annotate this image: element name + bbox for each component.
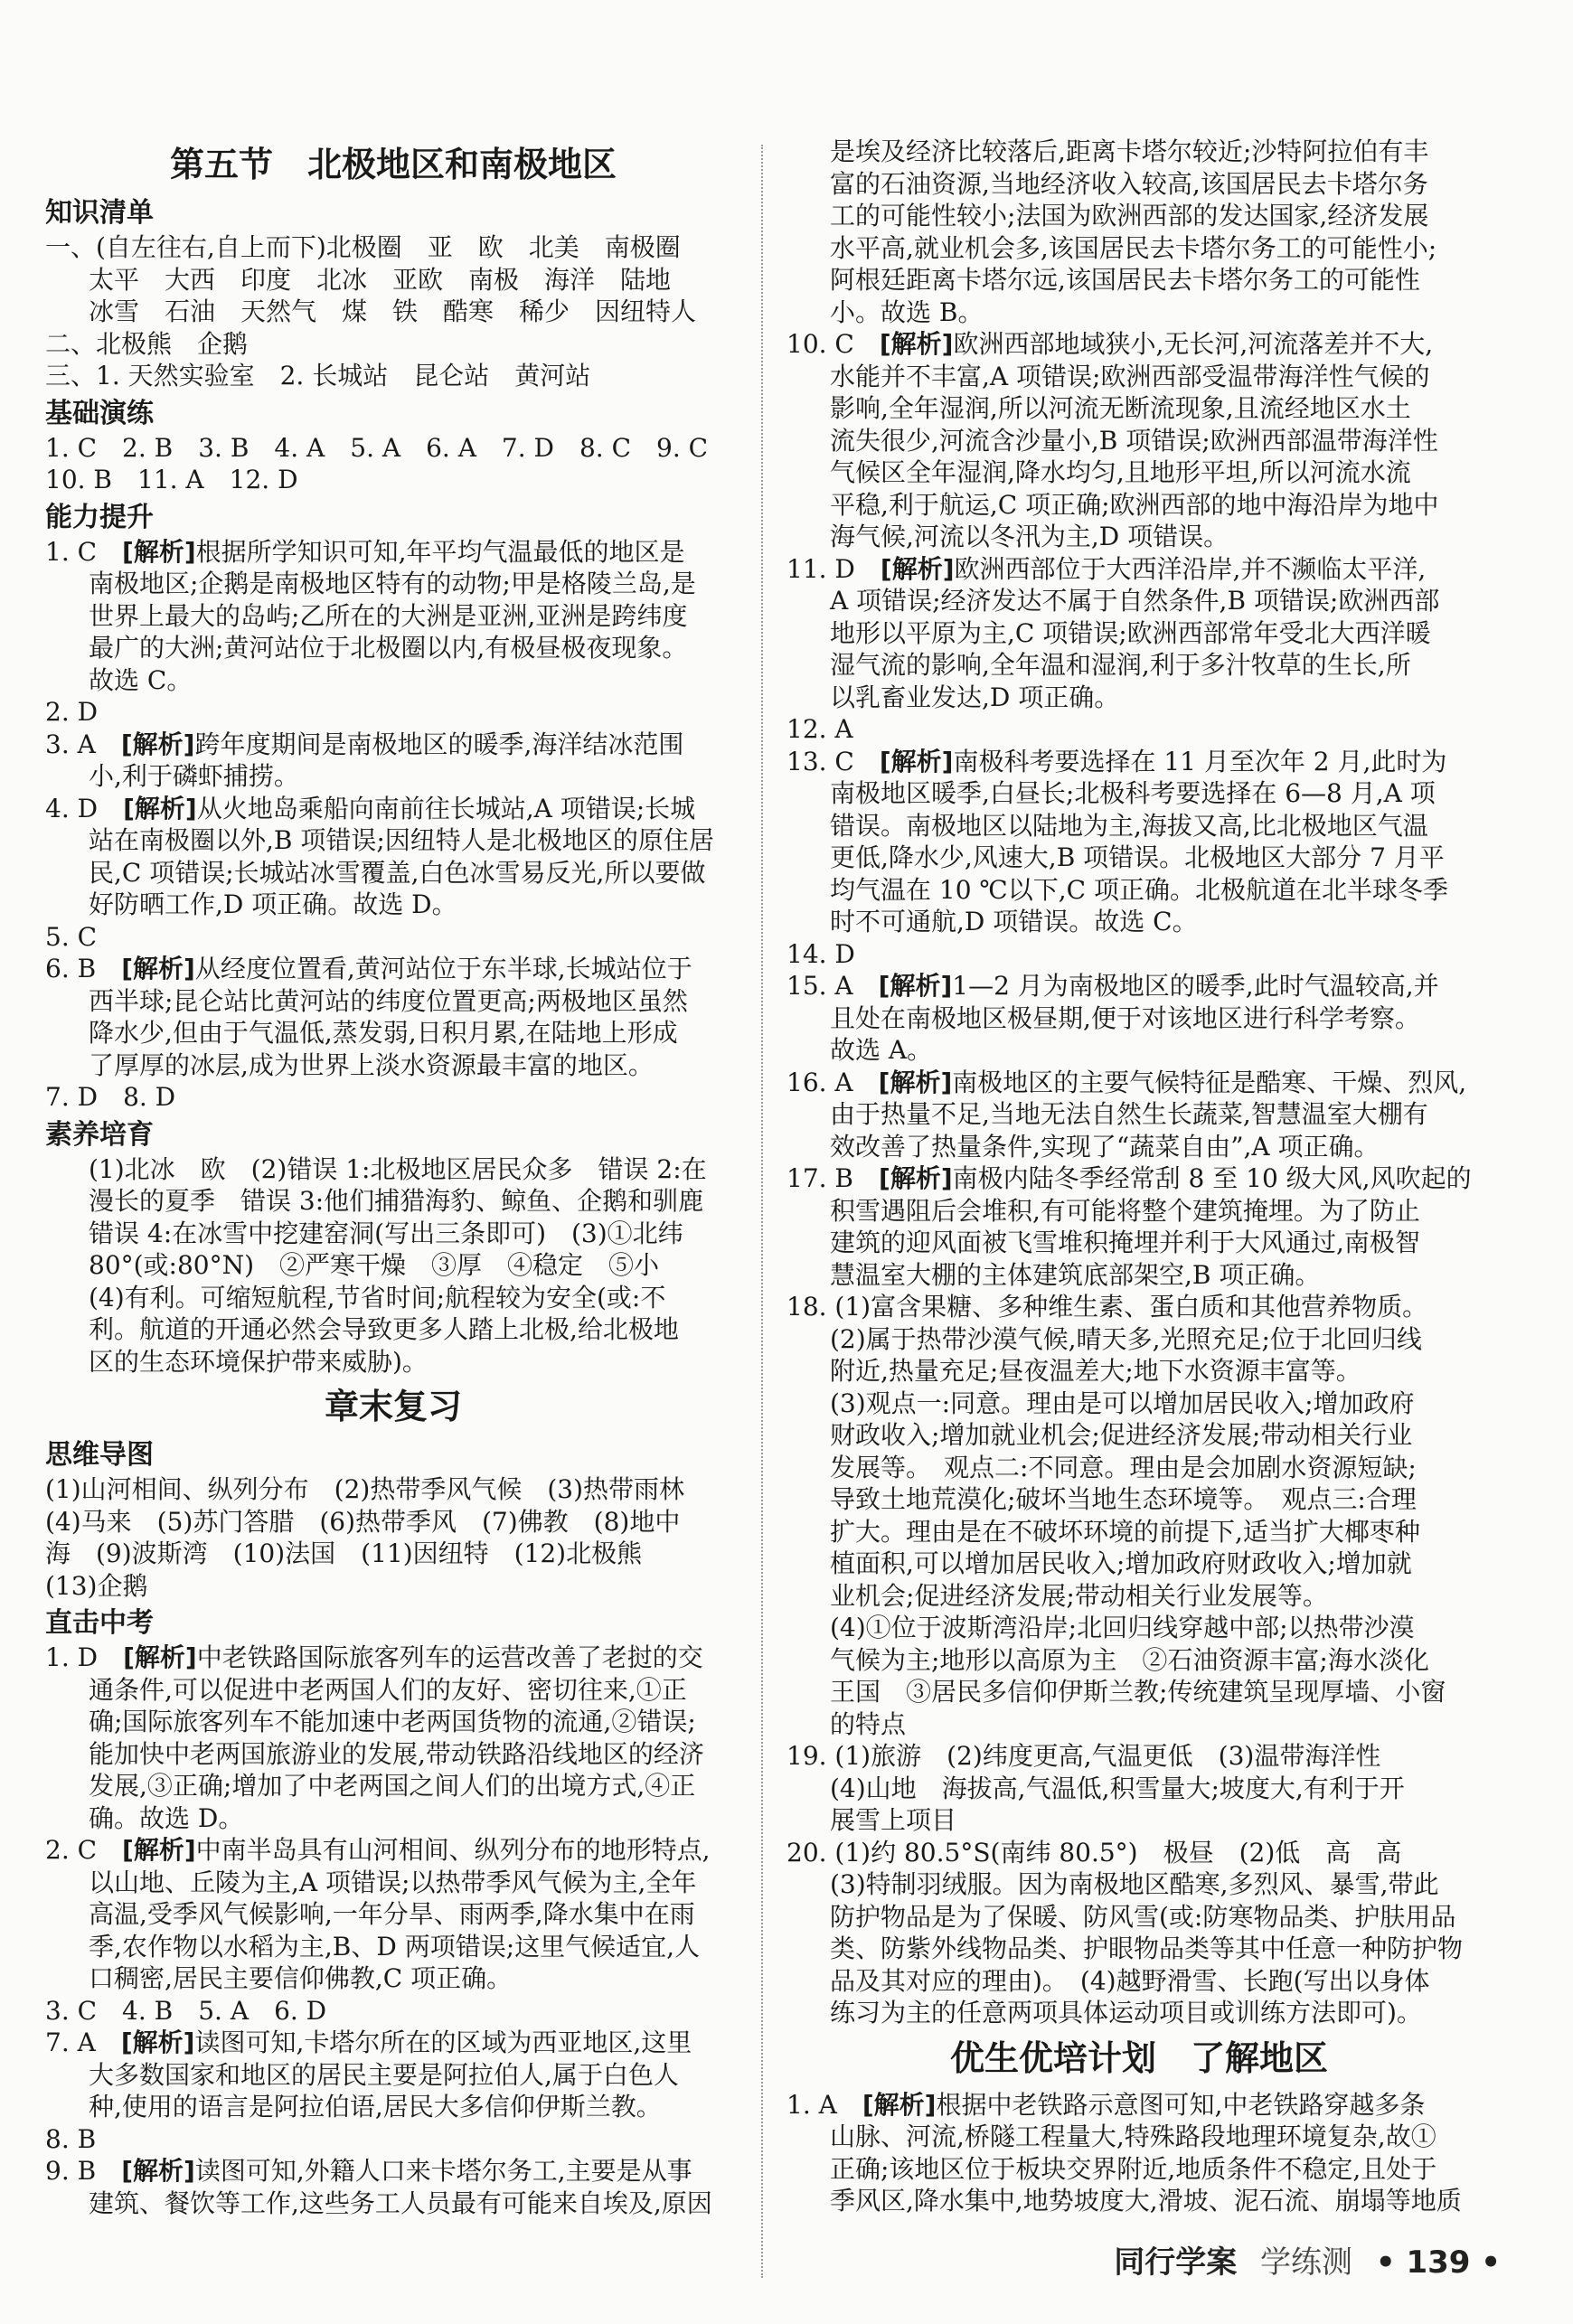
text-line: 南极地区暖季,白昼长;北极科考要选择在 6—8 月,A 项 [830,778,1436,808]
analysis-tag: [解析] [879,329,954,359]
answer-number: 17. B [786,1163,880,1193]
analysis-tag: [解析] [878,1067,953,1097]
text-line: 一、(自左往右,自上而下)北极圈 亚 欧 北美 南极圈 [45,232,681,262]
text-line: 高温,受季风气候影响,一年分旱、雨两季,降水集中在雨 [89,1899,695,1929]
answer-number: 4. D [45,793,124,823]
text-line: 好防晒工作,D 项正确。故选 D。 [89,889,457,919]
text-line: 太平 大西 印度 北冰 亚欧 南极 海洋 陆地 [89,264,672,295]
text-line: 西半球;昆仑站比黄河站的纬度位置更高;两极地区虽然 [89,985,688,1016]
subsection-heading: 知识清单 [45,197,154,229]
text-line: 展雪上项目 [830,1805,957,1835]
text-line [45,953,741,985]
text-line: (1)北冰 欧 (2)错误 1:北极地区居民众多 错误 2:在 [89,1153,707,1184]
text-line [45,2027,741,2059]
analysis-tag: [解析] [121,2156,195,2186]
text-line [786,746,1492,778]
text-line: 10. B 11. A 12. D [45,465,298,494]
text-line: 2. D [45,697,99,727]
text-line: 最广的大洲;黄河站位于北极圈以内,有极昼极夜现象。 [89,633,688,663]
text-line: 时不可通航,D 项错误。故选 C。 [830,907,1198,936]
text-line: 发展,③正确;增加了中老两国之间人们的出境方式,④正 [89,1771,696,1801]
text-line: 更低,降水少,风速大,B 项错误。北极地区大部分 7 月平 [830,842,1445,872]
text-line: 口稠密,居民主要信仰佛教,C 项正确。 [89,1963,513,1993]
text-line [45,793,741,825]
text-line: 故选 A。 [830,1035,933,1065]
text-line: 财政收入;增加就业机会;促进经济发展;带动相关行业 [830,1420,1413,1450]
footer-subtitle: 学练测 [1260,2244,1353,2281]
text-line: 冰雪 石油 天然气 煤 铁 酷寒 稀少 因纽特人 [89,296,697,326]
text-line: (13)企鹅 [45,1570,148,1601]
analysis-tag: [解析] [123,793,197,823]
text-line: 气候为主;地形以高原为主 ②石油资源丰富;海水淡化 [830,1644,1429,1675]
text-line: 平稳,利于航运,C 项正确;欧洲西部的地中海沿岸为地中 [830,489,1439,520]
text-line: 植面积,可以增加居民收入;增加政府财政收入;增加就 [830,1548,1412,1578]
text-line: 二、北极熊 企鹅 [45,328,249,359]
text-line: 种,使用的语言是阿拉伯语,居民大多信仰伊斯兰教。 [89,2092,662,2122]
text-line: 季风区,降水集中,地势坡度大,滑坡、泥石流、崩塌等地质 [830,2186,1462,2216]
section-title: 章末复习 [324,1387,462,1426]
text-line [786,2089,1492,2122]
text-line: 小,利于磷虾捕捞。 [89,761,299,791]
left-column [45,136,741,2219]
subsection-heading: 直击中考 [45,1607,154,1639]
text-line: 20. (1)约 80.5°S(南纬 80.5°) 极昼 (2)低 高 高 [786,1837,1402,1868]
analysis-tag: [解析] [862,2089,937,2120]
text-line: (4)有利。可缩短航程,节省时间;航程较为安全(或:不 [89,1282,666,1313]
text-line: 地形以平原为主,C 项错误;欧洲西部常年受北大西洋暖 [830,617,1431,648]
text-line: 了厚厚的冰层,成为世界上淡水资源最丰富的地区。 [89,1049,654,1080]
text-line [786,1162,1492,1195]
text-line: 能加快中老两国旅游业的发展,带动铁路沿线地区的经济 [89,1738,704,1769]
text-line: 正确;该地区位于板块交界附近,地质条件不稳定,且处于 [830,2153,1437,2184]
text-line: 漫长的夏季 错误 3:他们捕猎海豹、鲸鱼、企鹅和驯鹿 [89,1186,704,1216]
text-line: 扩大。理由是在不破坏环境的前提下,适当扩大椰枣种 [830,1516,1420,1547]
text-line: 7. D 8. D [45,1082,176,1112]
analysis-tag: [解析] [120,729,195,759]
text-line: 积雪遇阻后会堆积,有可能将整个建筑掩埋。为了防止 [830,1195,1420,1226]
analysis-tag: [解析] [122,536,196,567]
text-line: 气候区全年湿润,降水均匀,且地形平坦,所以河流水流 [830,457,1411,487]
text-line [786,970,1492,1002]
analysis-tag: [解析] [123,1642,197,1672]
text-line: 19. (1)旅游 (2)纬度更高,气温更低 (3)温带海洋性 [786,1741,1381,1771]
analysis-tag: [解析] [879,1163,953,1193]
answer-number: 3. A [45,729,121,759]
text-line: 确。故选 D。 [89,1802,244,1833]
text-line: 确;国际旅客列车不能加速中老两国货物的流通,②错误; [89,1707,696,1736]
footer-brand: 同行学案 [1114,2244,1238,2281]
section-title: 优生优培计划 了解地区 [949,2037,1328,2078]
analysis-tag: [解析] [878,971,953,1001]
text-line: 慧温室大棚的主体建筑底部架空,B 项正确。 [830,1259,1321,1290]
answer-number: 15. A [786,971,879,1001]
analysis-tag: [解析] [122,1835,196,1865]
text-line [45,1642,741,1674]
text-line: 80°(或:80°N) ②严寒干燥 ③厚 ④稳定 ⑤小 [89,1250,660,1280]
answer-number: 2. C [45,1835,123,1865]
analysis-text: 读图可知,外籍人口来卡塔尔务工,主要是从事 [194,2156,692,2186]
subsection-heading: 基础演练 [45,397,154,429]
text-line: 18. (1)富含果糖、多种维生素、蛋白质和其他营养物质。 [786,1292,1428,1322]
text-line: (4)马来 (5)苏门答腊 (6)热带季风 (7)佛教 (8)地中 [45,1506,681,1537]
answer-number: 9. B [45,2156,122,2186]
analysis-text: 根据所学知识可知,年平均气温最低的地区是 [195,536,685,567]
analysis-text: 欧洲西部位于大西洋沿岸,并不濒临太平洋, [954,553,1427,584]
text-line: 1. C 2. B 3. B 4. A 5. A 6. A 7. D 8. C 9. C [45,432,709,463]
text-line: 季,农作物以水稻为主,B、D 两项错误;这里气候适宜,人 [89,1931,701,1962]
subsection-heading: 素养培育 [45,1118,154,1151]
text-line: 3. C 4. B 5. A 6. D [45,1995,327,2026]
answer-number: 6. B [45,954,122,983]
text-line: 错误 4:在冰雪中挖建窑洞(写出三条即可) (3)①北纬 [89,1218,683,1248]
text-line: 站在南极圈以外,B 项错误;因纽特人是北极地区的原住居 [89,825,714,855]
text-line: (4)①位于波斯湾沿岸;北回归线穿越中部;以热带沙漠 [830,1613,1415,1642]
text-line [45,2155,741,2188]
text-line: 湿气流的影响,全年温和湿润,利于多汁牧草的生长,所 [830,650,1411,680]
text-line: 民,C 项错误;长城站冰雪覆盖,白色冰雪易反光,所以要做 [89,857,706,888]
text-line: (4)山地 海拔高,气温低,积雪量大;坡度大,有利于开 [830,1773,1405,1803]
text-line [786,553,1492,586]
text-line: 由于热量不足,当地无法自然生长蔬菜,智慧温室大棚有 [830,1099,1428,1129]
text-line: 降水少,但由于气温低,蒸发弱,日积月累,在陆地上形成 [89,1018,678,1048]
text-line: 发展等。 观点二:不同意。理由是会加剧水资源短缺; [830,1452,1417,1482]
text-line: 12. A [786,714,853,744]
text-line: 流失很少,河流含沙量小,B 项错误;欧洲西部温带海洋性 [830,425,1438,456]
text-line: 业机会;促进经济发展;带动相关行业发展等。 [830,1580,1328,1611]
text-line [45,536,741,569]
text-line [786,328,1492,361]
text-line: 工的可能性较小;法国为欧洲西部的发达国家,经济发展 [830,201,1429,231]
text-line: A 项错误;经济发达不属于自然条件,B 项错误;欧洲西部 [830,586,1440,616]
text-line: 三、1. 天然实验室 2. 长城站 昆仑站 黄河站 [45,361,591,390]
text-line: (2)属于热带沙漠气候,晴天多,光照充足;位于北回归线 [830,1323,1422,1354]
section-title: 第五节 北极地区和南极地区 [169,145,617,184]
analysis-tag: [解析] [120,2028,195,2057]
text-line: 均气温在 10 ℃以下,C 项正确。北极航道在北半球冬季 [830,874,1448,905]
page-number: • 139 • [1375,2244,1501,2281]
analysis-text: 从火地岛乘船向南前往长城站,A 项错误;长城 [196,793,696,823]
text-line: 品及其对应的理由)。 (4)越野滑雪、长跑(写出以身体 [830,1965,1430,1996]
text-line: 练习为主的任意两项具体运动项目或训练方法即可)。 [830,1998,1422,2028]
analysis-text: 欧洲西部地域狭小,无长河,河流落差并不大, [953,329,1434,359]
text-line: (1)山河相间、纵列分布 (2)热带季风气候 (3)热带雨林 [45,1474,684,1504]
subsection-heading: 思维导图 [45,1439,154,1471]
text-line: 错误。南极地区以陆地为主,海拔又高,比北极地区气温 [830,810,1428,841]
text-line: (3)特制羽绒服。因为南极地区酷寒,多烈风、暴雪,带此 [830,1869,1439,1899]
text-line: 防护物品是为了保暖、防风雪(或:防寒物品类、护肤用品 [830,1901,1456,1932]
answer-number: 7. A [45,2028,121,2057]
text-line: 的特点 [830,1708,907,1739]
answer-number: 1. D [45,1642,124,1672]
text-line: 效改善了热量条件,实现了“蔬菜自由”,A 项正确。 [830,1131,1380,1162]
text-line: 5. C [45,921,98,952]
analysis-text: 南极科考要选择在 11 月至次年 2 月,此时为 [953,746,1447,776]
right-column [786,136,1492,2217]
analysis-tag: [解析] [880,553,955,584]
text-line: 水能并不丰富,A 项错误;欧洲西部受温带海洋性气候的 [830,361,1430,391]
text-line: 建筑的迎风面被飞雪堆积掩埋并利于大风通过,南极智 [830,1228,1420,1257]
analysis-text: 中南半岛具有山河相间、纵列分布的地形特点, [195,1835,711,1865]
analysis-text: 1—2 月为南极地区的暖季,此时气温较高,并 [952,971,1439,1001]
text-line: 影响,全年湿润,所以河流无断流现象,且流经地区水土 [830,393,1411,423]
text-line: 以乳畜业发达,D 项正确。 [830,682,1120,712]
text-line: 富的石油资源,当地经济收入较高,该国居民去卡塔尔务 [830,168,1428,199]
page-footer [1101,2237,1501,2282]
text-line: 海气候,河流以冬汛为主,D 项错误。 [830,522,1229,551]
text-line: 海 (9)波斯湾 (10)法国 (11)因纽特 (12)北极熊 [45,1538,643,1568]
text-line: 南极地区;企鹅是南极地区特有的动物;甲是格陵兰岛,是 [89,569,696,598]
text-line [45,1834,741,1867]
text-line: (3)观点一:同意。理由是可以增加居民收入;增加政府 [830,1388,1415,1418]
text-line: 世界上最大的岛屿;乙所在的大洲是亚洲,亚洲是跨纬度 [89,600,688,631]
analysis-text: 读图可知,卡塔尔所在的区域为西亚地区,这里 [194,2028,692,2057]
text-line [786,1067,1492,1099]
text-line: 附近,热量充足;昼夜温差大;地下水资源丰富等。 [830,1356,1361,1386]
answer-number: 13. C [786,746,880,776]
text-line: 以山地、丘陵为主,A 项错误;以热带季风气候为主,全年 [89,1867,697,1897]
text-line: 区的生态环境保护带来威胁)。 [89,1346,428,1377]
text-line: 8. B [45,2123,97,2154]
column-divider [761,145,763,2278]
text-line: 阿根廷距离卡塔尔远,该国居民去卡塔尔务工的可能性 [830,265,1420,295]
answer-number: 11. D [786,553,881,584]
analysis-text: 跨年度期间是南极地区的暖季,海洋结冰范围 [194,729,684,759]
text-line: 14. D [786,938,855,969]
answer-number: 16. A [786,1067,879,1097]
text-line: 建筑、餐饮等工作,这些务工人员最有可能来自埃及,原因 [89,2188,712,2218]
text-line: 王国 ③居民多信仰伊斯兰教;传统建筑呈现厚墙、小窗 [830,1677,1446,1707]
text-line [45,729,741,761]
text-line: 通条件,可以促进中老两国人们的友好、密切往来,①正 [89,1674,687,1705]
answer-number: 10. C [786,329,880,359]
analysis-text: 中老铁路国际旅客列车的运营改善了老挝的交 [196,1642,703,1672]
text-line: 大多数国家和地区的居民主要是阿拉伯人,属于白色人 [89,2059,679,2090]
analysis-tag: [解析] [121,954,195,983]
text-line: 小。故选 B。 [830,296,984,327]
subsection-heading: 能力提升 [45,501,154,533]
answer-number: 1. A [786,2089,862,2120]
analysis-text: 南极内陆冬季经常刮 8 至 10 级大风,风吹起的 [952,1163,1472,1193]
analysis-tag: [解析] [879,746,954,776]
analysis-text: 南极地区的主要气候特征是酷寒、干燥、烈风, [952,1067,1467,1097]
text-line: 水平高,就业机会多,该国居民去卡塔尔务工的可能性小; [830,232,1437,263]
analysis-text: 根据中老铁路示意图可知,中老铁路穿越多条 [936,2089,1426,2120]
answer-number: 1. C [45,536,123,567]
analysis-text: 从经度位置看,黄河站位于东半球,长城站位于 [194,954,692,983]
text-line: 利。航道的开通必然会导致更多人踏上北极,给北极地 [89,1314,679,1344]
text-line: 山脉、河流,桥隧工程量大,特殊路段地理环境复杂,故① [830,2122,1436,2151]
text-line: 类、防紫外线物品类、护眼物品类等其中任意一种防护物 [830,1934,1464,1963]
text-line: 导致土地荒漠化;破坏当地生态环境等。 观点三:合理 [830,1484,1417,1514]
text-line: 故选 C。 [89,664,193,695]
text-line: 且处在南极地区极昼期,便于对该地区进行科学考察。 [830,1002,1420,1033]
text-line: 是埃及经济比较落后,距离卡塔尔较近;沙特阿拉伯有丰 [830,136,1429,166]
